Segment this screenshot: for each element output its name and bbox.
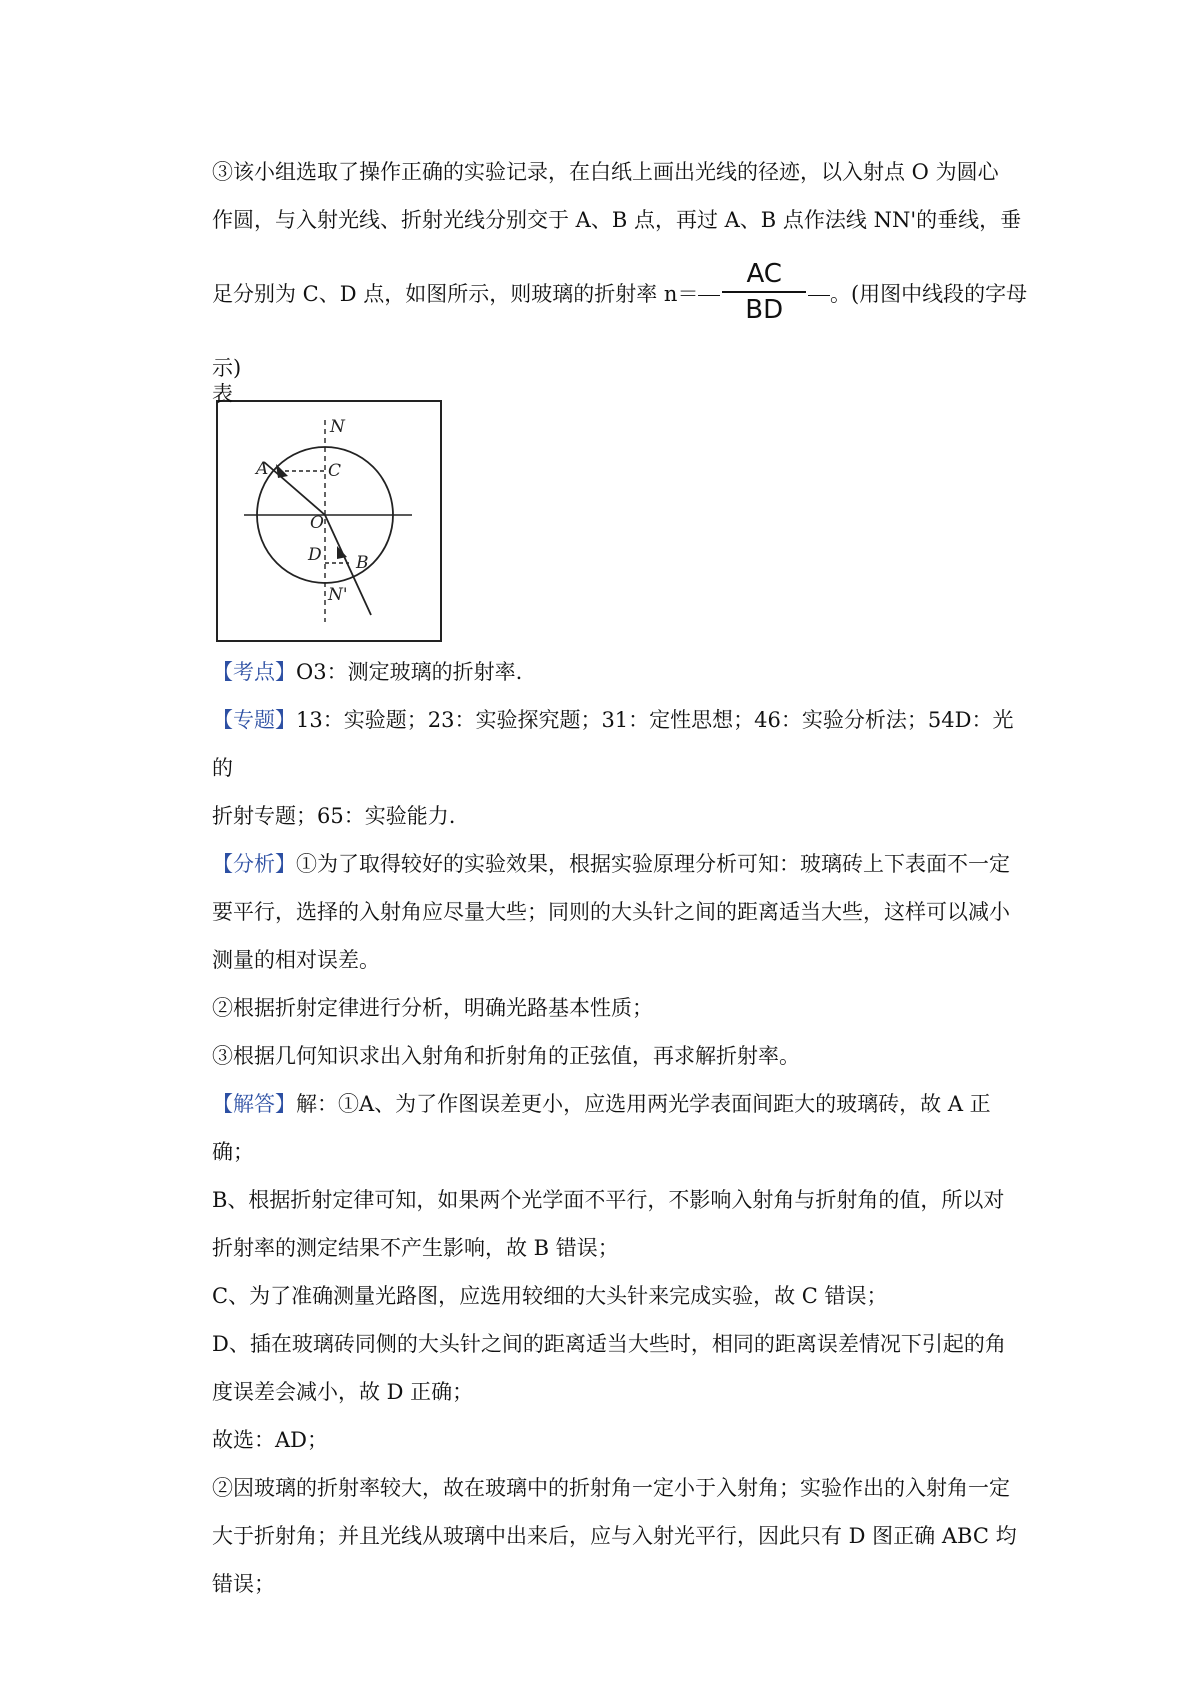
question-text-line: ③该小组选取了操作正确的实验记录，在白纸上画出光线的径迹，以入射点 O 为圆心 — [212, 160, 999, 184]
label-c: C — [328, 461, 342, 481]
refraction-diagram — [216, 400, 442, 642]
kaodian-line — [212, 648, 1032, 696]
jieda-line: 确； — [212, 1140, 254, 1164]
blank-underline-left — [698, 295, 720, 296]
jieda-line: D、插在玻璃砖同侧的大头针之间的距离适当大些时，相同的距离误差情况下引起的角 — [212, 1332, 1006, 1356]
kaodian-tag: 【考点】 — [212, 660, 296, 684]
jieda-line: 错误； — [212, 1572, 275, 1596]
jieda-text: 解：①A、为了作图误差更小，应选用两光学表面间距大的玻璃砖，故 A 正 — [296, 1092, 991, 1116]
jieda-line: 折射率的测定结果不产生影响，故 B 错误； — [212, 1236, 619, 1260]
label-o: O — [310, 513, 324, 533]
zhuanti-text: 13：实验题；23：实验探究题；31：定性思想；46：实验分析法；54D：光的 — [212, 708, 1014, 780]
label-d: D — [308, 545, 322, 565]
jieda-line: 故选：AD； — [212, 1428, 329, 1452]
label-b: B — [356, 553, 369, 573]
jieda-line: C、为了准确测量光路图，应选用较细的大头针来完成实验，故 C 错误； — [212, 1284, 888, 1308]
fenxi-line: 测量的相对误差。 — [212, 948, 380, 972]
zhuanti-line — [212, 696, 1032, 792]
jieda-line: 大于折射角；并且光线从玻璃中出来后，应与入射光平行，因此只有 D 图正确 ABC 均 — [212, 1524, 1017, 1548]
label-n: N — [330, 417, 345, 437]
refraction-diagram-svg — [216, 400, 442, 642]
label-a: A — [256, 459, 269, 479]
fenxi-tag: 【分析】 — [212, 852, 296, 876]
fraction-numerator: AC — [746, 258, 782, 289]
fenxi-line — [212, 840, 1032, 888]
question-text-line: 示) — [212, 356, 242, 380]
formula-line — [212, 244, 1032, 406]
refraction-index-fraction — [722, 257, 805, 327]
blank-underline-right — [808, 295, 830, 296]
fenxi-line: ③根据几何知识求出入射角和折射角的正弦值，再求解折射率。 — [212, 1044, 800, 1068]
label-n-prime: N' — [328, 585, 348, 605]
jieda-line: B、根据折射定律可知，如果两个光学面不平行，不影响入射角与折射角的值，所以对 — [212, 1188, 1005, 1212]
jieda-line — [212, 1080, 1032, 1128]
diagram-frame — [217, 401, 441, 641]
document-content — [212, 148, 1032, 1608]
jieda-tag: 【解答】 — [212, 1092, 296, 1116]
jieda-line: 度误差会减小，故 D 正确； — [212, 1380, 474, 1404]
fenxi-text: ①为了取得较好的实验效果，根据实验原理分析可知：玻璃砖上下表面不一定 — [296, 852, 1010, 876]
zhuanti-tag: 【专题】 — [212, 708, 296, 732]
fenxi-line: ②根据折射定律进行分析，明确光路基本性质； — [212, 996, 653, 1020]
question-text-segment: 。(用图中线段的字母表 — [212, 282, 1028, 406]
jieda-line: ②因玻璃的折射率较大，故在玻璃中的折射角一定小于入射角；实验作出的入射角一定 — [212, 1476, 1010, 1500]
question-text-segment: 足分别为 C、D 点，如图所示，则玻璃的折射率 n＝ — [212, 282, 699, 306]
kaodian-text: O3：测定玻璃的折射率. — [296, 660, 523, 684]
zhuanti-line: 折射专题；65：实验能力. — [212, 804, 456, 828]
fraction-denominator: BD — [745, 294, 784, 325]
question-text-line: 作圆，与入射光线、折射光线分别交于 A、B 点，再过 A、B 点作法线 NN'的垂线，垂 — [212, 208, 1022, 232]
fenxi-line: 要平行，选择的入射角应尽量大些；同则的大头针之间的距离适当大些，这样可以减小 — [212, 900, 1010, 924]
